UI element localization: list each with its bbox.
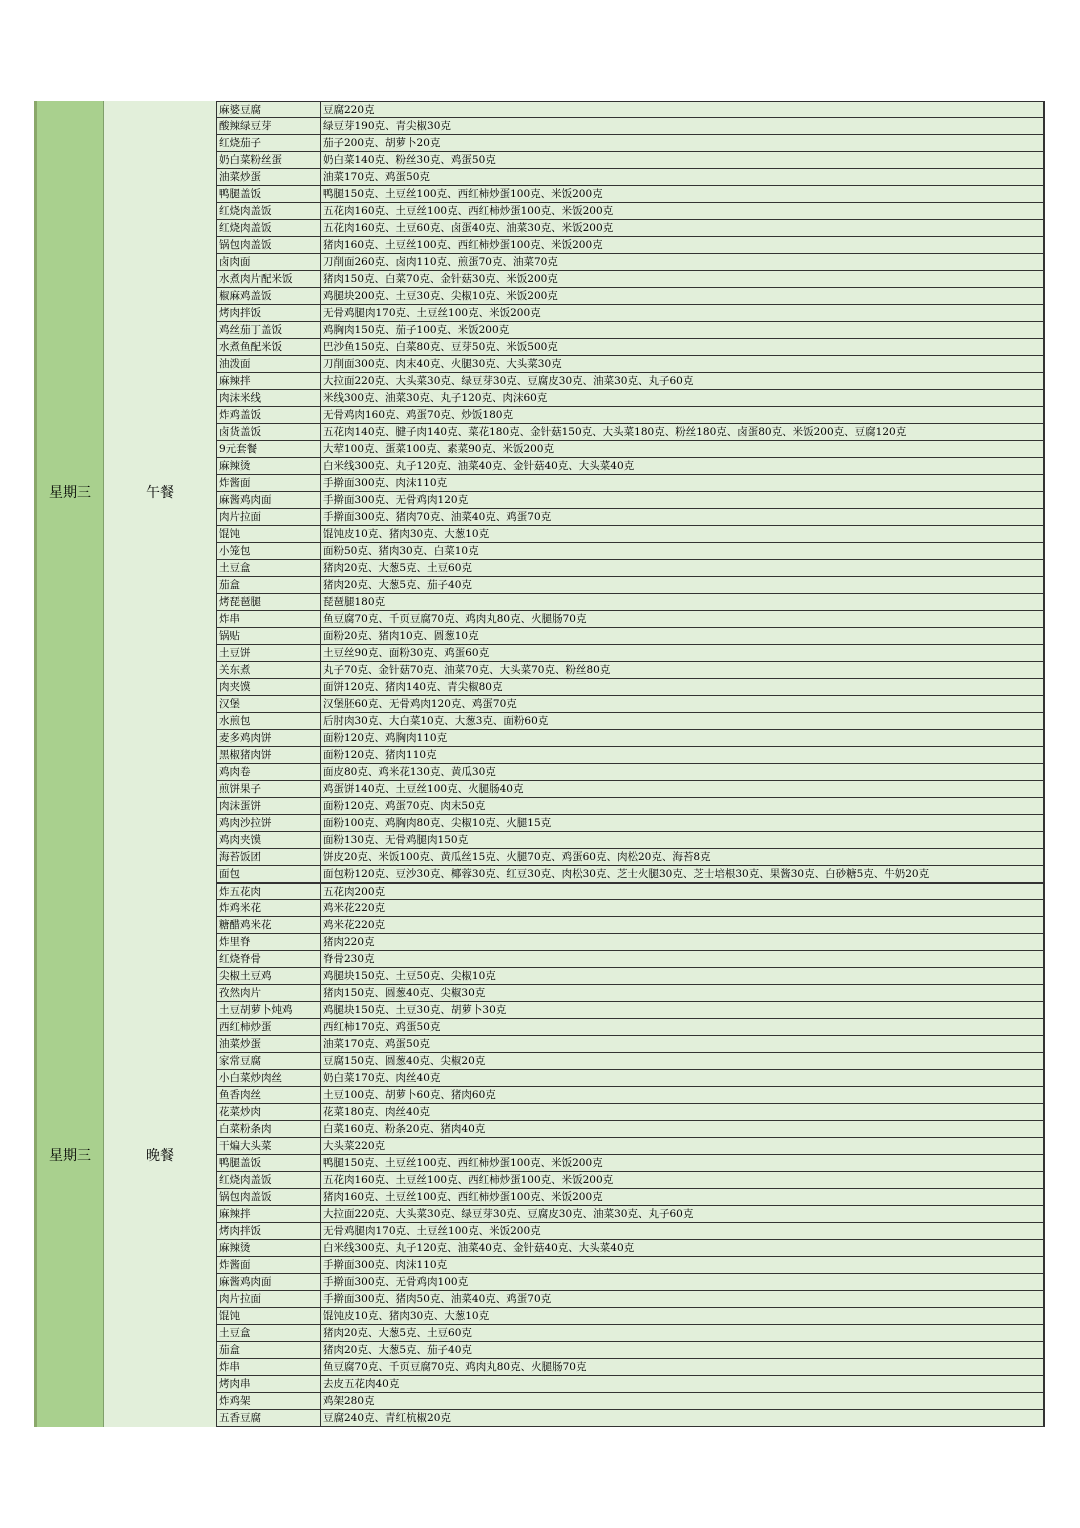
- table-row: [217, 594, 1043, 611]
- dish-cell[interactable]: 肉片拉面: [217, 509, 321, 525]
- dish-cell[interactable]: 花菜炒肉: [217, 1104, 321, 1120]
- ingredients-cell[interactable]: 猪肉160克、土豆丝100克、西红柿炒蛋100克、米饭200克: [323, 239, 603, 251]
- ingredients-cell[interactable]: 猪肉160克、土豆丝100克、西红柿炒蛋100克、米饭200克: [323, 1191, 603, 1203]
- dish-cell[interactable]: 黑椒猪肉饼: [217, 747, 321, 763]
- dish-cell[interactable]: 烤肉串: [217, 1376, 321, 1392]
- table-row: [217, 679, 1043, 696]
- dish-cell[interactable]: 麻酱鸡肉面: [217, 1274, 321, 1290]
- ingredients-cell[interactable]: 馄饨皮10克、猪肉30克、大葱10克: [323, 1310, 490, 1322]
- dish-cell[interactable]: 锅贴: [217, 628, 321, 644]
- ingredients-cell[interactable]: 鱼豆腐70克、千页豆腐70克、鸡肉丸80克、火腿肠70克: [323, 1361, 587, 1373]
- table-row: [217, 492, 1043, 509]
- ingredients-cell[interactable]: 面包粉120克、豆沙30克、椰蓉30克、红豆30克、肉松30克、芝士火腿30克、芝士培根30克、果酱30克、白砂糖5克、牛奶20克: [323, 868, 930, 880]
- table-row: [217, 475, 1043, 492]
- ingredients-cell[interactable]: 豆腐220克: [323, 104, 375, 116]
- table-row: [217, 1308, 1043, 1325]
- table-row: [217, 186, 1043, 203]
- table-row: [217, 730, 1043, 747]
- table-row: [217, 628, 1043, 645]
- table-row: [217, 832, 1043, 849]
- table-row: [217, 764, 1043, 781]
- table-row: [217, 407, 1043, 424]
- ingredients-cell[interactable]: 土豆丝90克、面粉30克、鸡蛋60克: [323, 647, 490, 659]
- ingredients-cell[interactable]: 猪肉20克、大葱5克、茄子40克: [323, 579, 472, 591]
- ingredients-cell[interactable]: 刀削面260克、卤肉110克、煎蛋70克、油菜70克: [323, 256, 558, 268]
- ingredients-cell[interactable]: 大荤100克、蛋菜100克、素菜90克、米饭200克: [323, 443, 554, 455]
- table-row: [217, 271, 1043, 288]
- ingredients-cell[interactable]: 馄饨皮10克、猪肉30克、大葱10克: [323, 528, 490, 540]
- table-row: [217, 781, 1043, 798]
- day-cell-dinner[interactable]: 星期三: [34, 883, 104, 1427]
- table-row: [217, 135, 1043, 152]
- table-row: [217, 1121, 1043, 1138]
- dish-cell[interactable]: 炸串: [217, 611, 321, 627]
- table-row: [217, 526, 1043, 543]
- ingredients-cell[interactable]: 米线300克、油菜30克、丸子120克、肉沫60克: [323, 392, 548, 404]
- dish-cell[interactable]: 肉夹馍: [217, 679, 321, 695]
- ingredients-cell[interactable]: 无骨鸡腿肉170克、土豆丝100克、米饭200克: [323, 1225, 541, 1237]
- dish-cell[interactable]: 红烧肉盖饭: [217, 203, 321, 219]
- table-row: [217, 1359, 1043, 1376]
- ingredients-cell[interactable]: 面粉20克、猪肉10克、圆葱10克: [323, 630, 479, 642]
- ingredients-cell[interactable]: 五花肉160克、土豆60克、卤蛋40克、油菜30克、米饭200克: [323, 222, 614, 234]
- dish-cell[interactable]: 面包: [217, 866, 321, 882]
- ingredients-cell[interactable]: 巴沙鱼150克、白菜80克、豆芽50克、米饭500克: [323, 341, 558, 353]
- dish-cell[interactable]: 油菜炒蛋: [217, 169, 321, 185]
- dish-cell[interactable]: 卤货盖饭: [217, 424, 321, 440]
- ingredients-cell[interactable]: 大拉面220克、大头菜30克、绿豆芽30克、豆腐皮30克、油菜30克、丸子60克: [323, 375, 694, 387]
- table-row: [217, 662, 1043, 679]
- ingredients-cell[interactable]: 手擀面300克、肉沫110克: [323, 477, 448, 489]
- ingredients-cell[interactable]: 油菜170克、鸡蛋50克: [323, 171, 430, 183]
- ingredients-cell[interactable]: 西红柿170克、鸡蛋50克: [323, 1021, 441, 1033]
- ingredients-cell[interactable]: 花菜180克、肉丝40克: [323, 1106, 430, 1118]
- table-row: [217, 560, 1043, 577]
- ingredients-cell[interactable]: 五花肉160克、土豆丝100克、西红柿炒蛋100克、米饭200克: [323, 1174, 614, 1186]
- lunch-block: [34, 101, 1045, 883]
- ingredients-cell[interactable]: 鸡蛋饼140克、土豆丝100克、火腿肠40克: [323, 783, 524, 795]
- dish-cell[interactable]: 五香豆腐: [217, 1410, 321, 1426]
- ingredients-cell[interactable]: 茄子200克、胡萝卜20克: [323, 137, 441, 149]
- dish-cell[interactable]: 麻辣烫: [217, 458, 321, 474]
- ingredients-cell[interactable]: 鸡腿块200克、土豆30克、尖椒10克、米饭200克: [323, 290, 558, 302]
- dish-cell[interactable]: 锅包肉盖饭: [217, 1189, 321, 1205]
- dish-cell[interactable]: 烤琵琶腿: [217, 594, 321, 610]
- dish-cell[interactable]: 鱼香肉丝: [217, 1087, 321, 1103]
- dish-cell[interactable]: 土豆饼: [217, 645, 321, 661]
- dish-cell[interactable]: 9元套餐: [217, 441, 321, 457]
- ingredients-cell[interactable]: 白菜160克、粉条20克、猪肉40克: [323, 1123, 486, 1135]
- dish-cell[interactable]: 炸鸡米花: [217, 900, 321, 916]
- dish-cell[interactable]: 土豆盒: [217, 560, 321, 576]
- dish-cell[interactable]: 炸鸡架: [217, 1393, 321, 1409]
- dish-cell[interactable]: 水煎包: [217, 713, 321, 729]
- table-row: [217, 1325, 1043, 1342]
- table-row: [217, 696, 1043, 713]
- dish-cell[interactable]: 孜然肉片: [217, 985, 321, 1001]
- table-row: [217, 356, 1043, 373]
- table-row: [217, 1019, 1043, 1036]
- dish-cell[interactable]: 酸辣绿豆芽: [217, 118, 321, 134]
- dish-cell[interactable]: 鸡肉沙拉饼: [217, 815, 321, 831]
- ingredients-cell[interactable]: 脊骨230克: [323, 953, 375, 965]
- table-row: [217, 713, 1043, 730]
- dish-cell[interactable]: 肉片拉面: [217, 1291, 321, 1307]
- dish-cell[interactable]: 烤肉拌饭: [217, 305, 321, 321]
- ingredients-cell[interactable]: 奶白菜170克、肉丝40克: [323, 1072, 441, 1084]
- table-row: [217, 458, 1043, 475]
- table-row: [217, 305, 1043, 322]
- ingredients-cell[interactable]: 饼皮20克、米饭100克、黄瓜丝15克、火腿70克、鸡蛋60克、肉松20克、海苔8克: [323, 851, 711, 863]
- table-row: [217, 373, 1043, 390]
- dish-cell[interactable]: 馄饨: [217, 526, 321, 542]
- ingredients-cell[interactable]: 手擀面300克、无骨鸡肉100克: [323, 1276, 469, 1288]
- dish-cell[interactable]: 卤肉面: [217, 254, 321, 270]
- ingredients-cell[interactable]: 鸡架280克: [323, 1395, 375, 1407]
- dish-cell[interactable]: 鸡肉夹馍: [217, 832, 321, 848]
- table-row: [217, 951, 1043, 968]
- dish-cell[interactable]: 西红柿炒蛋: [217, 1019, 321, 1035]
- ingredients-cell[interactable]: 丸子70克、金针菇70克、油菜70克、大头菜70克、粉丝80克: [323, 664, 611, 676]
- dish-cell[interactable]: 锅包肉盖饭: [217, 237, 321, 253]
- dish-cell[interactable]: 红烧茄子: [217, 135, 321, 151]
- dish-cell[interactable]: 家常豆腐: [217, 1053, 321, 1069]
- dish-cell[interactable]: 糖醋鸡米花: [217, 917, 321, 933]
- ingredients-cell[interactable]: 鸡米花220克: [323, 919, 386, 931]
- ingredients-cell[interactable]: 猪肉150克、白菜70克、金针菇30克、米饭200克: [323, 273, 558, 285]
- dish-cell[interactable]: 肉沫蛋饼: [217, 798, 321, 814]
- table-row: [217, 441, 1043, 458]
- dish-cell[interactable]: 小白菜炒肉丝: [217, 1070, 321, 1086]
- table-row: [217, 883, 1043, 900]
- table-row: [217, 645, 1043, 662]
- ingredients-cell[interactable]: 五花肉200克: [323, 886, 386, 898]
- dish-cell[interactable]: 茄盒: [217, 1342, 321, 1358]
- ingredients-cell[interactable]: 琵琶腿180克: [323, 596, 386, 608]
- lunch-rows: [217, 101, 1045, 883]
- dish-cell[interactable]: 炸串: [217, 1359, 321, 1375]
- table-row: [217, 1274, 1043, 1291]
- ingredients-cell[interactable]: 后肘肉30克、大白菜10克、大葱3克、面粉60克: [323, 715, 549, 727]
- table-row: [217, 798, 1043, 815]
- table-row: [217, 1036, 1043, 1053]
- table-row: [217, 1342, 1043, 1359]
- ingredients-cell[interactable]: 汉堡胚60克、无骨鸡肉120克、鸡蛋70克: [323, 698, 517, 710]
- table-row: [217, 220, 1043, 237]
- ingredients-cell[interactable]: 五花肉160克、土豆丝100克、西红柿炒蛋100克、米饭200克: [323, 205, 614, 217]
- dish-cell[interactable]: 水煮肉片配米饭: [217, 271, 321, 287]
- table-row: [217, 900, 1043, 917]
- ingredients-cell[interactable]: 猪肉150克、圆葱40克、尖椒30克: [323, 987, 486, 999]
- table-row: [217, 424, 1043, 441]
- ingredients-cell[interactable]: 猪肉20克、大葱5克、土豆60克: [323, 1327, 472, 1339]
- ingredients-cell[interactable]: 面饼120克、猪肉140克、青尖椒80克: [323, 681, 503, 693]
- ingredients-cell[interactable]: 面粉120克、鸡胸肉110克: [323, 732, 448, 744]
- dish-cell[interactable]: 白菜粉条肉: [217, 1121, 321, 1137]
- table-row: [217, 152, 1043, 169]
- ingredients-cell[interactable]: 刀削面300克、肉末40克、火腿30克、大头菜30克: [323, 358, 562, 370]
- table-row: [217, 237, 1043, 254]
- table-row: [217, 390, 1043, 407]
- table-row: [217, 1104, 1043, 1121]
- dish-cell[interactable]: 麻辣拌: [217, 1206, 321, 1222]
- dish-cell[interactable]: 红烧肉盖饭: [217, 220, 321, 236]
- table-row: [217, 101, 1043, 118]
- dish-cell[interactable]: 海苔饭团: [217, 849, 321, 865]
- ingredients-cell[interactable]: 大头菜220克: [323, 1140, 386, 1152]
- dish-cell[interactable]: 鸡肉卷: [217, 764, 321, 780]
- table-row: [217, 917, 1043, 934]
- dish-cell[interactable]: 馄饨: [217, 1308, 321, 1324]
- ingredients-cell[interactable]: 去皮五花肉40克: [323, 1378, 400, 1390]
- table-row: [217, 288, 1043, 305]
- ingredients-cell[interactable]: 面粉120克、猪肉110克: [323, 749, 437, 761]
- ingredients-cell[interactable]: 鸡腿块150克、土豆50克、尖椒10克: [323, 970, 496, 982]
- ingredients-cell[interactable]: 五花肉140克、腱子肉140克、菜花180克、金针菇150克、大头菜180克、粉丝180克、卤蛋80克、米饭200克、豆腐120克: [323, 426, 907, 438]
- ingredients-cell[interactable]: 奶白菜140克、粉丝30克、鸡蛋50克: [323, 154, 496, 166]
- ingredients-cell[interactable]: 手擀面300克、猪肉50克、油菜40克、鸡蛋70克: [323, 1293, 552, 1305]
- dish-cell[interactable]: 油泼面: [217, 356, 321, 372]
- dish-cell[interactable]: 炸五花肉: [217, 884, 321, 899]
- ingredients-cell[interactable]: 手擀面300克、肉沫110克: [323, 1259, 448, 1271]
- table-row: [217, 1291, 1043, 1308]
- day-cell-lunch[interactable]: 星期三: [34, 101, 104, 883]
- dish-cell[interactable]: 麻酱鸡肉面: [217, 492, 321, 508]
- ingredients-cell[interactable]: 白米线300克、丸子120克、油菜40克、金针菇40克、大头菜40克: [323, 460, 635, 472]
- ingredients-cell[interactable]: 鸡腿块150克、土豆30克、胡萝卜30克: [323, 1004, 507, 1016]
- table-row: [217, 169, 1043, 186]
- ingredients-cell[interactable]: 面粉130克、无骨鸡腿肉150克: [323, 834, 469, 846]
- ingredients-cell[interactable]: 白米线300克、丸子120克、油菜40克、金针菇40克、大头菜40克: [323, 1242, 635, 1254]
- dish-cell[interactable]: 汉堡: [217, 696, 321, 712]
- table-row: [217, 339, 1043, 356]
- ingredients-cell[interactable]: 无骨鸡腿肉170克、土豆丝100克、米饭200克: [323, 307, 541, 319]
- ingredients-cell[interactable]: 鸭腿150克、土豆丝100克、西红柿炒蛋100克、米饭200克: [323, 1157, 603, 1169]
- table-row: [217, 1155, 1043, 1172]
- table-row: [217, 1376, 1043, 1393]
- ingredients-cell[interactable]: 绿豆芽190克、青尖椒30克: [323, 120, 451, 132]
- table-row: [217, 849, 1043, 866]
- ingredients-cell[interactable]: 豆腐240克、青红杭椒20克: [323, 1412, 451, 1424]
- dish-cell[interactable]: 麻辣烫: [217, 1240, 321, 1256]
- table-row: [217, 1002, 1043, 1019]
- table-row: [217, 866, 1043, 883]
- table-row: [217, 1223, 1043, 1240]
- table-row: [217, 1206, 1043, 1223]
- table-row: [217, 815, 1043, 832]
- table-row: [217, 577, 1043, 594]
- ingredients-cell[interactable]: 猪肉20克、大葱5克、土豆60克: [323, 562, 472, 574]
- table-row: [217, 1189, 1043, 1206]
- dish-cell[interactable]: 干煸大头菜: [217, 1138, 321, 1154]
- dinner-rows: [217, 883, 1045, 1427]
- ingredients-cell[interactable]: 无骨鸡肉160克、鸡蛋70克、炒饭180克: [323, 409, 513, 421]
- table-row: [217, 1138, 1043, 1155]
- ingredients-cell[interactable]: 面粉100克、鸡胸肉80克、尖椒10克、火腿15克: [323, 817, 552, 829]
- table-row: [217, 1257, 1043, 1274]
- table-row: [217, 985, 1043, 1002]
- dish-cell[interactable]: 麻辣拌: [217, 373, 321, 389]
- meal-cell-dinner[interactable]: 晚餐: [104, 883, 217, 1427]
- table-row: [217, 322, 1043, 339]
- table-row: [217, 1070, 1043, 1087]
- dish-cell[interactable]: 茄盒: [217, 577, 321, 593]
- ingredients-cell[interactable]: 大拉面220克、大头菜30克、绿豆芽30克、豆腐皮30克、油菜30克、丸子60克: [323, 1208, 694, 1220]
- table-row: [217, 1087, 1043, 1104]
- ingredients-cell[interactable]: 土豆100克、胡萝卜60克、猪肉60克: [323, 1089, 496, 1101]
- dish-cell[interactable]: 红烧脊骨: [217, 951, 321, 967]
- table-row: [217, 203, 1043, 220]
- dish-cell[interactable]: 炸里脊: [217, 934, 321, 950]
- dish-cell[interactable]: 红烧肉盖饭: [217, 1172, 321, 1188]
- dish-cell[interactable]: 油菜炒蛋: [217, 1036, 321, 1052]
- ingredients-cell[interactable]: 鸡米花220克: [323, 902, 386, 914]
- ingredients-cell[interactable]: 面粉50克、猪肉30克、白菜10克: [323, 545, 479, 557]
- table-row: [217, 1172, 1043, 1189]
- ingredients-cell[interactable]: 猪肉20克、大葱5克、茄子40克: [323, 1344, 472, 1356]
- ingredients-cell[interactable]: 鱼豆腐70克、千页豆腐70克、鸡肉丸80克、火腿肠70克: [323, 613, 587, 625]
- table-row: [217, 254, 1043, 271]
- meal-cell-lunch[interactable]: 午餐: [104, 101, 217, 883]
- table-row: [217, 611, 1043, 628]
- table-row: [217, 1393, 1043, 1410]
- dish-cell[interactable]: 肉沫米线: [217, 390, 321, 406]
- ingredients-cell[interactable]: 油菜170克、鸡蛋50克: [323, 1038, 430, 1050]
- dish-cell[interactable]: 水煮鱼配米饭: [217, 339, 321, 355]
- dish-cell[interactable]: 炸鸡盖饭: [217, 407, 321, 423]
- dish-cell[interactable]: 烤肉拌饭: [217, 1223, 321, 1239]
- table-row: [217, 747, 1043, 764]
- dish-cell[interactable]: 炸酱面: [217, 475, 321, 491]
- ingredients-cell[interactable]: 鸡胸肉150克、茄子100克、米饭200克: [323, 324, 510, 336]
- dish-cell[interactable]: 椒麻鸡盖饭: [217, 288, 321, 304]
- table-row: [217, 968, 1043, 985]
- dish-cell[interactable]: 麦多鸡肉饼: [217, 730, 321, 746]
- dish-cell[interactable]: 炸酱面: [217, 1257, 321, 1273]
- dish-cell[interactable]: 关东煮: [217, 662, 321, 678]
- dish-cell[interactable]: 鸭腿盖饭: [217, 186, 321, 202]
- dish-cell[interactable]: 麻婆豆腐: [217, 102, 321, 117]
- dish-cell[interactable]: 尖椒土豆鸡: [217, 968, 321, 984]
- ingredients-cell[interactable]: 面粉120克、鸡蛋70克、肉末50克: [323, 800, 486, 812]
- dish-cell[interactable]: 奶白菜粉丝蛋: [217, 152, 321, 168]
- table-row: [217, 934, 1043, 951]
- ingredients-cell[interactable]: 猪肉220克: [323, 936, 375, 948]
- table-row: [217, 1240, 1043, 1257]
- dish-cell[interactable]: 土豆盒: [217, 1325, 321, 1341]
- dish-cell[interactable]: 小笼包: [217, 543, 321, 559]
- ingredients-cell[interactable]: 面皮80克、鸡米花130克、黄瓜30克: [323, 766, 496, 778]
- ingredients-cell[interactable]: 手擀面300克、猪肉70克、油菜40克、鸡蛋70克: [323, 511, 552, 523]
- table-row: [217, 509, 1043, 526]
- table-row: [217, 1053, 1043, 1070]
- ingredients-cell[interactable]: 豆腐150克、圆葱40克、尖椒20克: [323, 1055, 486, 1067]
- menu-table: [34, 101, 1045, 1427]
- ingredients-cell[interactable]: 鸭腿150克、土豆丝100克、西红柿炒蛋100克、米饭200克: [323, 188, 603, 200]
- dinner-block: [34, 883, 1045, 1427]
- table-row: [217, 1410, 1043, 1427]
- dish-cell[interactable]: 鸡丝茄丁盖饭: [217, 322, 321, 338]
- dish-cell[interactable]: 煎饼果子: [217, 781, 321, 797]
- ingredients-cell[interactable]: 手擀面300克、无骨鸡肉120克: [323, 494, 469, 506]
- table-row: [217, 543, 1043, 560]
- dish-cell[interactable]: 土豆胡萝卜炖鸡: [217, 1002, 321, 1018]
- dish-cell[interactable]: 鸭腿盖饭: [217, 1155, 321, 1171]
- table-row: [217, 118, 1043, 135]
